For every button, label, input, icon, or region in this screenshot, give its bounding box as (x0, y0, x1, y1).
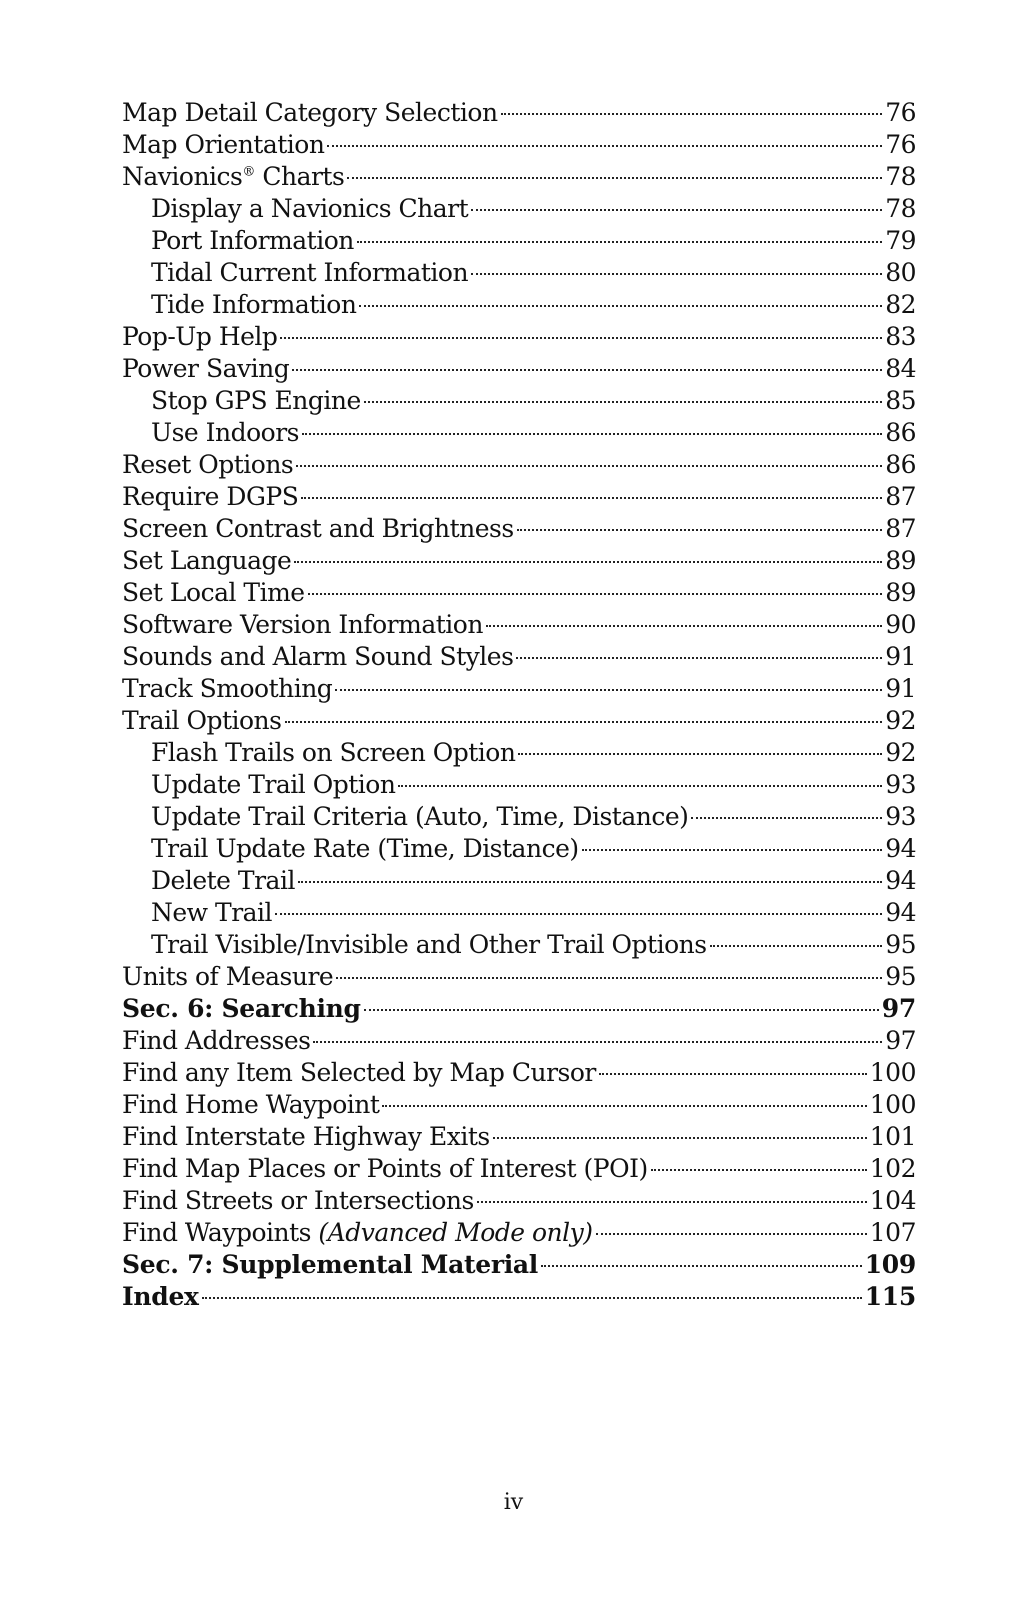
toc-entry[interactable] (122, 545, 916, 577)
dot-leader (651, 1169, 867, 1171)
toc-subentry[interactable] (122, 897, 916, 929)
toc-section-entry[interactable] (122, 1281, 916, 1313)
toc-entry-title: Port Information (151, 226, 354, 255)
toc-subentry[interactable] (122, 769, 916, 801)
dot-leader (202, 1297, 862, 1299)
toc-entry-page: 87 (885, 482, 916, 511)
dot-leader (313, 1041, 882, 1043)
dot-leader (359, 305, 882, 307)
dot-leader (364, 401, 882, 403)
toc-entry-title: Navionics® Charts (122, 162, 345, 191)
toc-entry-page: 89 (885, 578, 916, 607)
toc-entry[interactable] (122, 1025, 916, 1057)
toc-entry-page: 97 (881, 994, 916, 1023)
dot-leader (308, 593, 883, 595)
toc-entry-title: Software Version Information (122, 610, 483, 639)
toc-entry-page: 95 (885, 962, 916, 991)
toc-entry-page: 104 (869, 1186, 916, 1215)
dot-leader (285, 721, 883, 723)
table-of-contents (122, 97, 916, 1313)
toc-entry-title: Flash Trails on Screen Option (151, 738, 516, 767)
toc-section-entry[interactable] (122, 1249, 916, 1281)
toc-entry-title: Power Saving (122, 354, 290, 383)
toc-entry-title: Trail Update Rate (Time, Distance) (151, 834, 579, 863)
toc-entry[interactable] (122, 673, 916, 705)
toc-entry-page: 76 (885, 130, 916, 159)
toc-entry-title: Find Map Places or Points of Interest (POI) (122, 1154, 648, 1183)
toc-entry-title: Find Streets or Intersections (122, 1186, 474, 1215)
dot-leader (296, 465, 882, 467)
dot-leader (364, 1009, 879, 1011)
dot-leader (596, 1233, 867, 1235)
toc-entry-page: 89 (885, 546, 916, 575)
dot-leader (516, 657, 882, 659)
dot-leader (335, 689, 882, 691)
toc-entry[interactable] (122, 609, 916, 641)
toc-entry-title: Require DGPS (122, 482, 299, 511)
toc-entry-title: Track Smoothing (122, 674, 333, 703)
toc-entry-page: 90 (885, 610, 916, 639)
dot-leader (599, 1073, 867, 1075)
toc-entry[interactable] (122, 641, 916, 673)
toc-entry[interactable] (122, 1153, 916, 1185)
dot-leader (486, 625, 882, 627)
toc-entry[interactable] (122, 97, 916, 129)
dot-leader (541, 1265, 862, 1267)
dot-leader (582, 849, 883, 851)
toc-subentry[interactable] (122, 417, 916, 449)
dot-leader (294, 561, 882, 563)
dot-leader (517, 529, 882, 531)
toc-entry-title: Delete Trail (151, 866, 295, 895)
toc-entry-title: Screen Contrast and Brightness (122, 514, 514, 543)
toc-subentry[interactable] (122, 257, 916, 289)
toc-entry-page: 86 (885, 418, 916, 447)
dot-leader (301, 497, 882, 499)
toc-entry-page: 107 (869, 1218, 916, 1247)
toc-entry-title: Trail Options (122, 706, 282, 735)
toc-entry-page: 93 (885, 770, 916, 799)
toc-entry-title: Stop GPS Engine (151, 386, 361, 415)
toc-entry-title: Find Interstate Highway Exits (122, 1122, 490, 1151)
toc-entry-title: Set Language (122, 546, 292, 575)
toc-entry-page: 102 (869, 1154, 916, 1183)
toc-entry-page: 115 (864, 1282, 916, 1311)
toc-entry[interactable] (122, 1057, 916, 1089)
toc-entry-page: 84 (885, 354, 916, 383)
toc-entry-page: 76 (885, 98, 916, 127)
dot-leader (336, 977, 882, 979)
toc-entry-title: Display a Navionics Chart (151, 194, 469, 223)
toc-subentry[interactable] (122, 833, 916, 865)
toc-entry-title: Sec. 6: Searching (122, 994, 361, 1023)
toc-entry-page: 78 (885, 194, 916, 223)
toc-entry[interactable] (122, 1121, 916, 1153)
toc-entry-title: Trail Visible/Invisible and Other Trail Options (151, 930, 707, 959)
toc-entry-page: 91 (885, 642, 916, 671)
toc-entry-title: Set Local Time (122, 578, 305, 607)
toc-entry-title: Units of Measure (122, 962, 334, 991)
toc-subentry[interactable] (122, 385, 916, 417)
toc-subentry[interactable] (122, 225, 916, 257)
toc-entry-page: 94 (885, 866, 916, 895)
dot-leader (691, 817, 882, 819)
dot-leader (398, 785, 882, 787)
toc-entry-title: Use Indoors (151, 418, 300, 447)
toc-entry-title: Update Trail Option (151, 770, 396, 799)
toc-entry[interactable] (122, 1089, 916, 1121)
dot-leader (493, 1137, 867, 1139)
toc-entry-page: 91 (885, 674, 916, 703)
toc-subentry[interactable] (122, 801, 916, 833)
toc-entry-page: 92 (885, 706, 916, 735)
toc-entry-title: Find Waypoints (Advanced Mode only) (122, 1218, 593, 1247)
toc-subentry[interactable] (122, 737, 916, 769)
toc-entry-page: 85 (885, 386, 916, 415)
dot-leader (327, 145, 882, 147)
toc-entry-page: 95 (885, 930, 916, 959)
toc-entry-title: Index (122, 1282, 199, 1311)
toc-entry[interactable] (122, 481, 916, 513)
dot-leader (382, 1105, 866, 1107)
dot-leader (302, 433, 882, 435)
toc-entry[interactable] (122, 129, 916, 161)
toc-entry[interactable] (122, 1185, 916, 1217)
toc-entry-page: 94 (885, 834, 916, 863)
toc-entry[interactable] (122, 513, 916, 545)
toc-entry-page: 79 (885, 226, 916, 255)
dot-leader (518, 753, 882, 755)
dot-leader (298, 881, 882, 883)
toc-entry-title: Tidal Current Information (151, 258, 469, 287)
registered-trademark-mark: ® (242, 164, 255, 180)
toc-entry-page: 94 (885, 898, 916, 927)
toc-subentry[interactable] (122, 865, 916, 897)
toc-entry-title: New Trail (151, 898, 273, 927)
toc-entry-note: (Advanced Mode only) (318, 1218, 593, 1247)
toc-entry-title: Update Trail Criteria (Auto, Time, Distance) (151, 802, 689, 831)
toc-section-entry[interactable] (122, 993, 916, 1025)
toc-entry-page: 83 (885, 322, 916, 351)
toc-entry-title: Sounds and Alarm Sound Styles (122, 642, 514, 671)
toc-entry-title: Sec. 7: Supplemental Material (122, 1250, 538, 1279)
toc-entry-page: 86 (885, 450, 916, 479)
toc-entry-title: Find Addresses (122, 1026, 311, 1055)
toc-entry[interactable] (122, 577, 916, 609)
dot-leader (471, 209, 882, 211)
page-number: iv (503, 1490, 524, 1515)
toc-entry-page: 100 (869, 1090, 916, 1119)
toc-entry-page: 97 (885, 1026, 916, 1055)
dot-leader (280, 337, 882, 339)
toc-entry[interactable] (122, 353, 916, 385)
toc-entry-title: Tide Information (151, 290, 357, 319)
toc-entry-page: 109 (864, 1250, 916, 1279)
dot-leader (471, 273, 882, 275)
toc-entry-title: Find any Item Selected by Map Cursor (122, 1058, 596, 1087)
toc-subentry[interactable] (122, 929, 916, 961)
dot-leader (275, 913, 882, 915)
toc-entry[interactable] (122, 961, 916, 993)
toc-entry-title: Map Detail Category Selection (122, 98, 498, 127)
toc-entry-title: Find Home Waypoint (122, 1090, 380, 1119)
dot-leader (292, 369, 882, 371)
toc-entry[interactable] (122, 705, 916, 737)
toc-entry[interactable] (122, 321, 916, 353)
toc-entry-page: 100 (869, 1058, 916, 1087)
toc-entry-page: 93 (885, 802, 916, 831)
toc-entry-page: 82 (885, 290, 916, 319)
toc-entry-page: 87 (885, 514, 916, 543)
toc-entry[interactable] (122, 1217, 916, 1249)
toc-entry-page: 78 (885, 162, 916, 191)
dot-leader (710, 945, 883, 947)
toc-entry[interactable] (122, 449, 916, 481)
toc-entry-title: Map Orientation (122, 130, 325, 159)
toc-entry-page: 80 (885, 258, 916, 287)
dot-leader (347, 177, 882, 179)
toc-entry-page: 101 (869, 1122, 916, 1151)
toc-entry-title: Pop-Up Help (122, 322, 278, 351)
toc-entry-page: 92 (885, 738, 916, 767)
dot-leader (477, 1201, 867, 1203)
dot-leader (501, 113, 883, 115)
toc-subentry[interactable] (122, 289, 916, 321)
dot-leader (357, 241, 882, 243)
toc-entry[interactable] (122, 161, 916, 193)
toc-entry-title: Reset Options (122, 450, 294, 479)
toc-subentry[interactable] (122, 193, 916, 225)
